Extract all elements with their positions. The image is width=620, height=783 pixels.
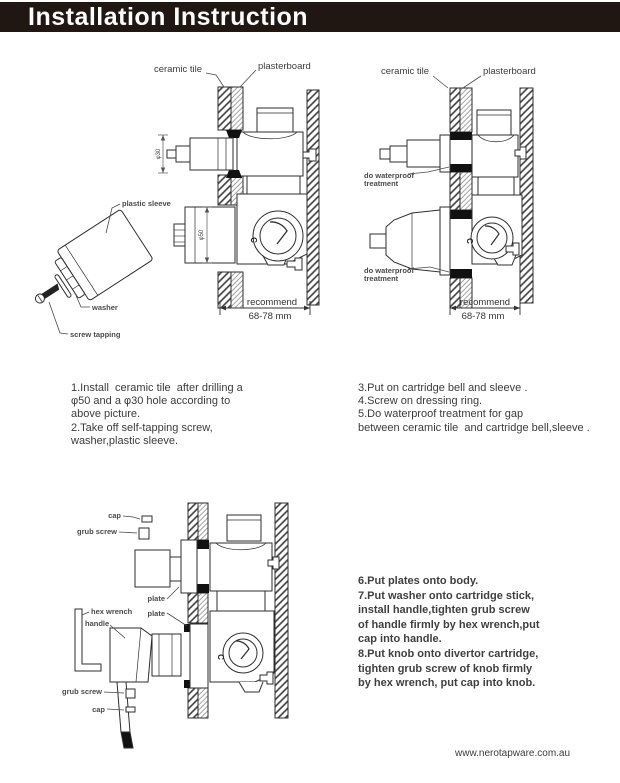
- rough-in-drawing: [30, 50, 340, 365]
- instruction-line: of handle firmly by hex wrench,put: [358, 618, 540, 631]
- instructions-steps-3-5: [358, 382, 590, 435]
- label-plastic-sleeve: plastic sleeve: [122, 199, 171, 208]
- recommend-text: recommend: [246, 297, 298, 308]
- instruction-line: between ceramic tile and cartridge bell,sleeve .: [358, 421, 590, 434]
- label-waterproof-bottom-1: do waterproof: [364, 266, 414, 275]
- exploded-plastic-sleeve: [34, 209, 153, 305]
- recommend-text: recommend: [459, 297, 511, 308]
- instruction-line: cap into handle.: [358, 633, 442, 646]
- label-ceramic-tile: ceramic tile: [153, 64, 203, 75]
- label-grub-screw-bottom: grub screw: [61, 687, 102, 696]
- diagram-handle-assembly: [55, 485, 345, 780]
- instruction-line: 3.Put on cartridge bell and sleeve .: [358, 382, 528, 394]
- page-title: Installation Instruction: [28, 2, 309, 31]
- label-cap-bottom: cap: [92, 705, 105, 714]
- label-hex-wrench: hex wrench: [91, 607, 133, 616]
- waterproof-drawing: [350, 50, 565, 365]
- label-screw-tapping: screw tapping: [70, 330, 121, 339]
- instruction-line: 7.Put washer onto cartridge stick,: [358, 589, 535, 602]
- diagram-waterproof: [350, 50, 565, 370]
- recommend-value: 68-78 mm: [248, 311, 292, 322]
- instructions-steps-6-8: [358, 574, 540, 691]
- label-cap-top: cap: [108, 511, 121, 520]
- label-waterproof-top-1: do waterproof: [364, 171, 414, 180]
- label-plate-bottom: plate: [147, 609, 165, 618]
- instruction-line: 6.Put plates onto body.: [358, 575, 479, 587]
- valve-body: [210, 515, 279, 692]
- instruction-line: 5.Do waterproof treatment for gap: [358, 408, 524, 421]
- c-marker: C: [216, 654, 225, 660]
- instruction-line: washer,plastic sleeve.: [71, 434, 178, 447]
- diagram-rough-in: [30, 50, 340, 370]
- label-handle: handle: [85, 619, 110, 628]
- label-waterproof-top-2: treatment: [364, 179, 399, 188]
- label-plate-top: plate: [147, 594, 165, 603]
- label-plasterboard: plasterboard: [483, 66, 536, 77]
- instruction-line: by hex wrench, put cap into knob.: [358, 677, 536, 690]
- instruction-line: install handle,tighten grub screw: [358, 604, 530, 617]
- instruction-line: 4.Screw on dressing ring.: [358, 395, 483, 408]
- instruction-line: above picture.: [71, 408, 141, 421]
- header-bar: [0, 2, 620, 32]
- instruction-line: 2.Take off self-tapping screw,: [71, 421, 213, 434]
- handle-assembly: [75, 609, 181, 748]
- dim-phi50: φ50: [199, 229, 205, 241]
- upper-cartridge-knob: [135, 516, 181, 587]
- c-marker: C: [249, 237, 258, 243]
- dim-phi30: φ30: [156, 148, 162, 160]
- valve-body: [370, 110, 526, 275]
- label-plasterboard: plasterboard: [258, 61, 311, 72]
- instruction-line: φ50 and a φ30 hole according to: [71, 395, 231, 408]
- label-grub-screw-top: grub screw: [76, 527, 117, 536]
- exploded-screw: [34, 282, 62, 305]
- instruction-line: 8.Put knob onto divertor cartridge,: [358, 647, 539, 660]
- assembly-drawing: [55, 485, 345, 775]
- label-ceramic-tile: ceramic tile: [380, 66, 430, 77]
- instruction-line: 1.Install ceramic tile after drilling a: [71, 382, 243, 394]
- label-waterproof-bottom-2: treatment: [364, 274, 399, 283]
- recommend-value: 68-78 mm: [461, 311, 505, 322]
- instruction-line: tighten grub screw of knob firmly: [358, 662, 533, 675]
- website-url: www.nerotapware.com.au: [455, 748, 571, 759]
- c-marker: C: [465, 238, 474, 244]
- label-washer: washer: [92, 303, 118, 312]
- instructions-steps-1-2: [71, 382, 243, 448]
